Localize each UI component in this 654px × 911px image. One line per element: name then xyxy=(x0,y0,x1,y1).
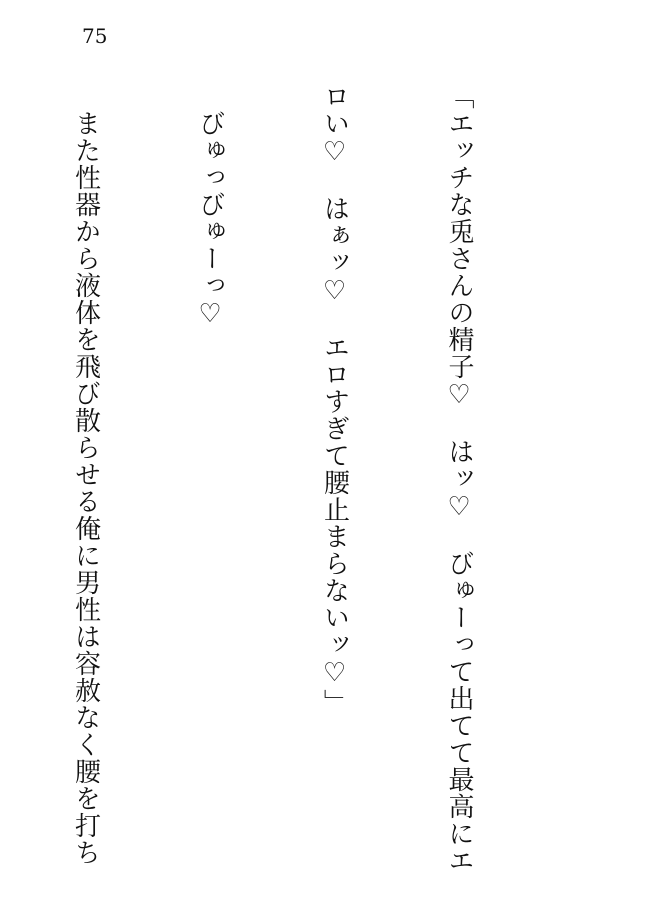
text-line-3: びゅっびゅーっ♡ xyxy=(195,83,225,330)
text-line-2: ロい♡ はぁッ♡ エロすぎて腰止まらないッ♡」 xyxy=(319,83,350,716)
text-line-4: また性器から液体を飛び散らせる俺に男性は容赦なく腰を打ち xyxy=(70,83,101,866)
body-text xyxy=(0,83,562,874)
text-line-1: 「エッチな兎さんの精子♡ はッ♡ びゅーって出てて最高にエ xyxy=(444,83,474,874)
page-number: 75 xyxy=(82,24,108,48)
